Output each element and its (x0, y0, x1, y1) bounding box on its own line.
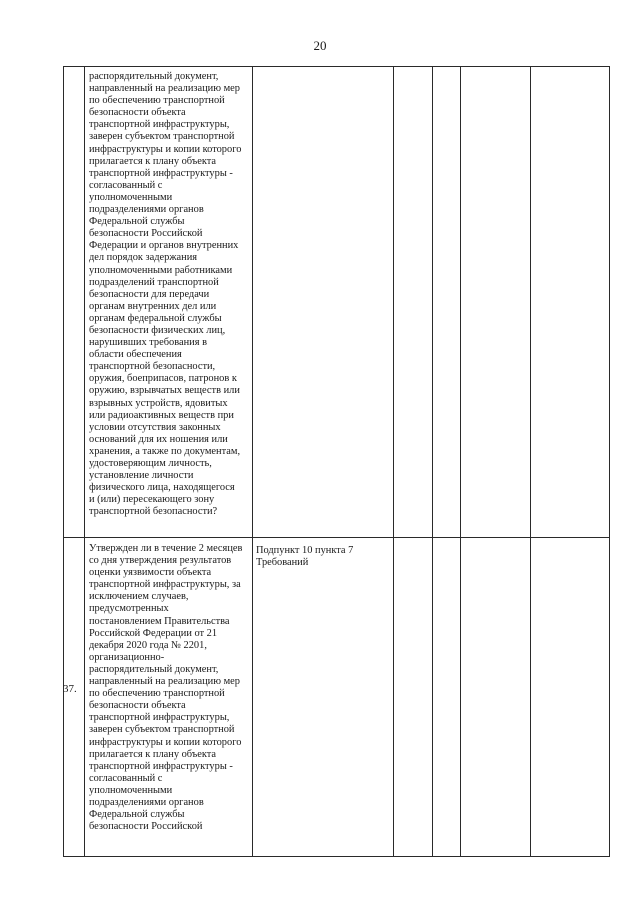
column-divider-na (530, 66, 531, 856)
table-top-border (63, 66, 610, 67)
column-divider-number (84, 66, 85, 856)
table-right-border (609, 66, 610, 856)
column-divider-question (252, 66, 253, 856)
column-divider-yes (432, 66, 433, 856)
row-question: Утвержден ли в течение 2 месяцев со дня утверждения результатов оценки уязвимости объекта транспортной инфраструктуры, за исключением случаев, предусмотренных постановлением Правительства Российской Федерации от 21 декабря 2020 года № 2201, организационно- распорядительный документ, направленный на реализацию мер по обеспечению транспортной безопасности объекта транспортной инфраструктуры, заверен субъектом транспортной инфраструктуры и копии которого прилагается к плану объекта транспортной инфраструктуры - согласованный с уполномоченными подразделениями органов Федеральной службы безопасности Российской (89, 543, 243, 833)
table-bottom-border (63, 856, 610, 857)
column-divider-no (460, 66, 461, 856)
row-question: распорядительный документ, направленный на реализацию мер по обеспечению транспортной безопасности объекта транспортной инфраструктуры, заверен субъектом транспортной инфраструктуры и копии которого прилагается к плану объекта транспортной инфраструктуры - согласованный с уполномоченными подразделениями органов Федеральной службы безопасности Российской Федерации и органов внутренних дел порядок задержания уполномоченными работниками подразделений транспортной безопасности для передачи органам внутренних дел или органам федеральной службы безопасности физических лиц, нарушивших требования в области обеспечения транспортной безопасности, оружия, боеприпасов, патронов к оружию, взрывчатых веществ или взрывных устройств, ядовитых или радиоактивных веществ при условии отсутствия законных оснований для их ношения или хранения, а также по документам, удостоверяющим личность, установление личности физического лица, находящегося и (или) пересекающего зону транспортной безопасности? (89, 71, 242, 518)
row-reference: Подпункт 10 пункта 7 Требований (256, 545, 354, 569)
table-left-border (63, 66, 64, 856)
column-divider-reference (393, 66, 394, 856)
row-number: 37. (63, 683, 77, 695)
row-separator (63, 537, 610, 538)
page-number: 20 (313, 38, 327, 53)
